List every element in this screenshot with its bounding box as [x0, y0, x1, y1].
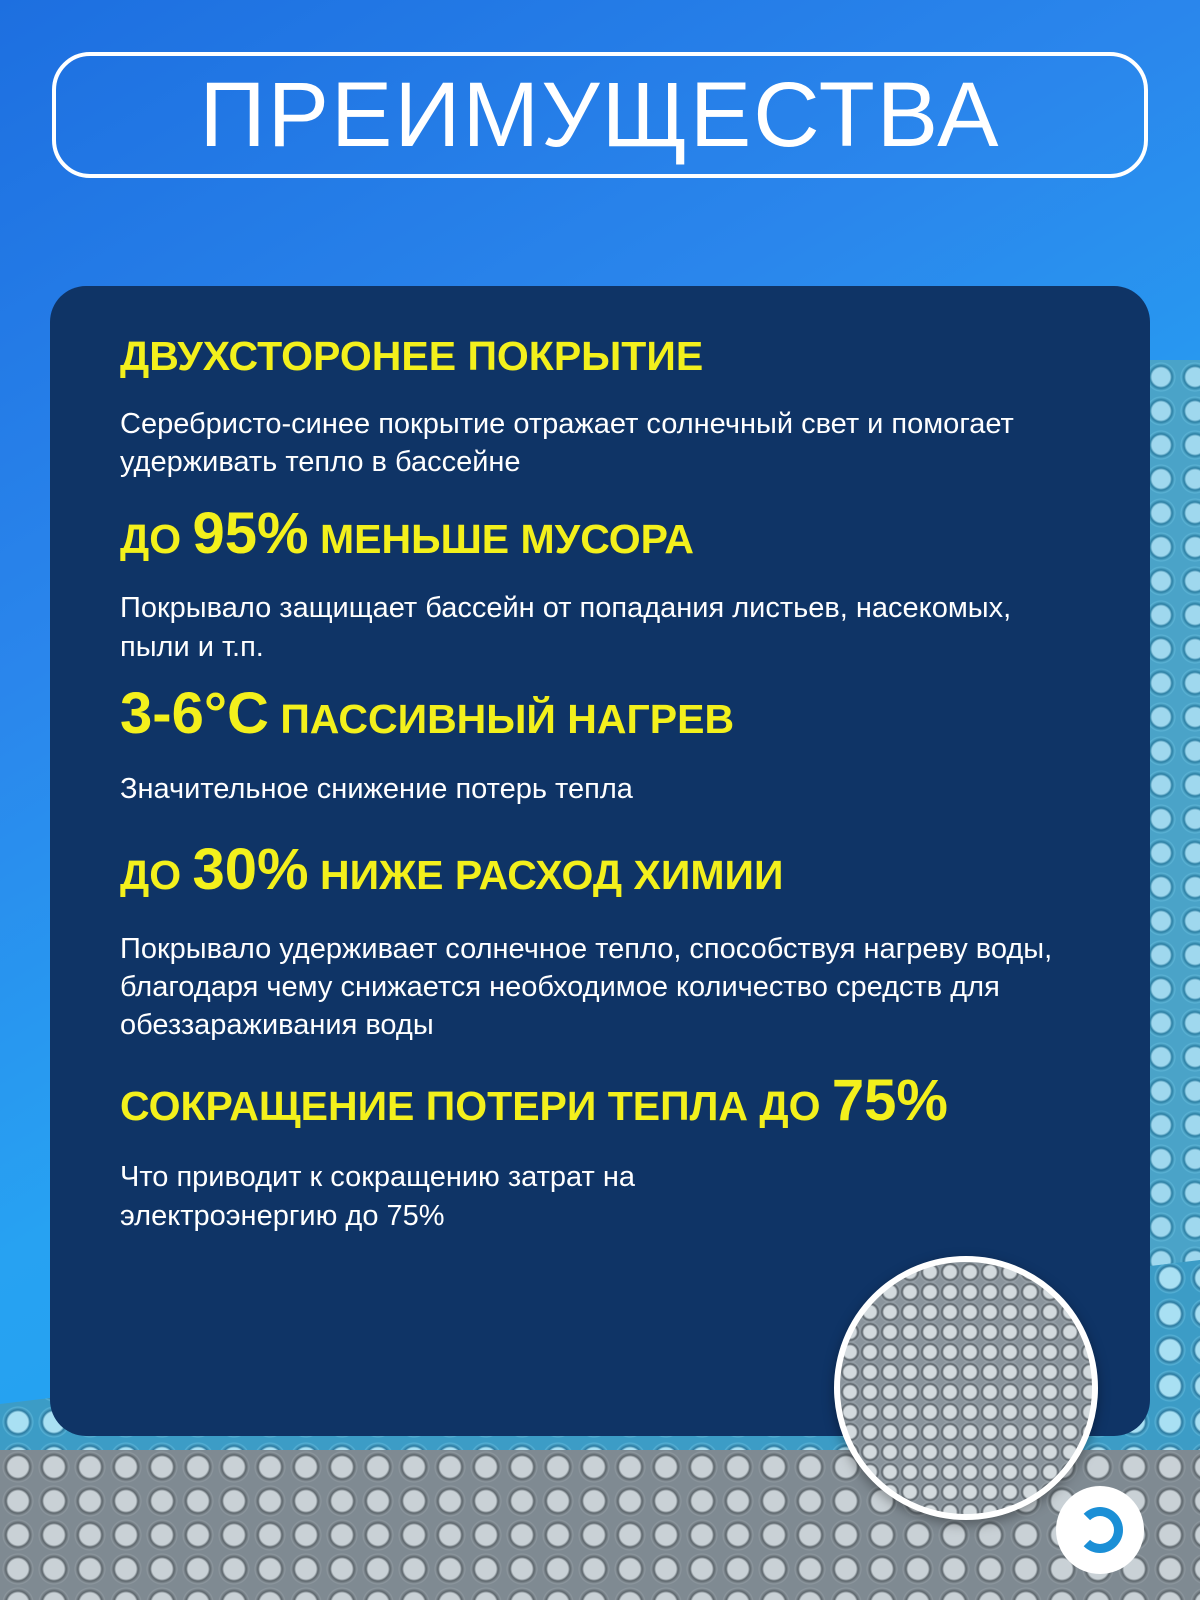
feature-heading	[120, 334, 1080, 379]
feature-description: Значительное снижение потерь тепла	[120, 772, 633, 805]
brand-logo-icon	[1056, 1486, 1144, 1574]
feature-heading-highlight: 3-6°C	[120, 680, 269, 746]
brand-logo-mark	[1077, 1507, 1123, 1553]
title-box	[52, 52, 1148, 178]
feature-passive-heating	[120, 682, 1080, 808]
feature-heading-highlight: 95%	[192, 500, 309, 566]
feature-description: Покрывало защищает бассейн от попадания листьев, насекомых, пыли и т.п.	[120, 592, 1012, 663]
feature-heading	[120, 502, 1080, 566]
feature-heading-prefix: ДО	[120, 852, 182, 899]
page-title: ПРЕИМУЩЕСТВА	[199, 63, 1001, 166]
feature-two-sided-coating	[120, 334, 1080, 482]
feature-description: Серебристо-синее покрытие отражает солнечный свет и помогает удерживать тепло в бассейне	[120, 408, 1014, 479]
feature-heading-prefix: ДО	[120, 515, 182, 562]
feature-heading	[120, 682, 1080, 746]
feature-heat-loss-reduction	[120, 1069, 1080, 1235]
feature-description: Что приводит к сокращению затрат на электроэнергию до 75%	[120, 1161, 636, 1232]
feature-heading	[120, 1069, 1080, 1133]
feature-heading-highlight: 30%	[192, 837, 309, 903]
feature-less-chemicals	[120, 838, 1080, 1045]
feature-heading-suffix: МЕНЬШЕ МУСОРА	[320, 515, 695, 562]
feature-heading-text: ДВУХСТОРОНЕЕ ПОКРЫТИЕ	[120, 333, 704, 379]
bubble-cover-photo	[834, 1256, 1098, 1520]
feature-heading-suffix: ПАССИВНЫЙ НАГРЕВ	[280, 695, 735, 742]
feature-less-debris	[120, 502, 1080, 666]
feature-description: Покрывало удерживает солнечное тепло, способствуя нагреву воды, благодаря чему снижается необходимое количество средств для обеззараживания воды	[120, 932, 1053, 1042]
feature-heading-suffix: НИЖЕ РАСХОД ХИМИИ	[320, 852, 784, 899]
feature-heading	[120, 838, 1080, 902]
feature-heading-highlight: 75%	[831, 1067, 948, 1133]
feature-heading-prefix: СОКРАЩЕНИЕ ПОТЕРИ ТЕПЛА ДО	[120, 1082, 821, 1129]
